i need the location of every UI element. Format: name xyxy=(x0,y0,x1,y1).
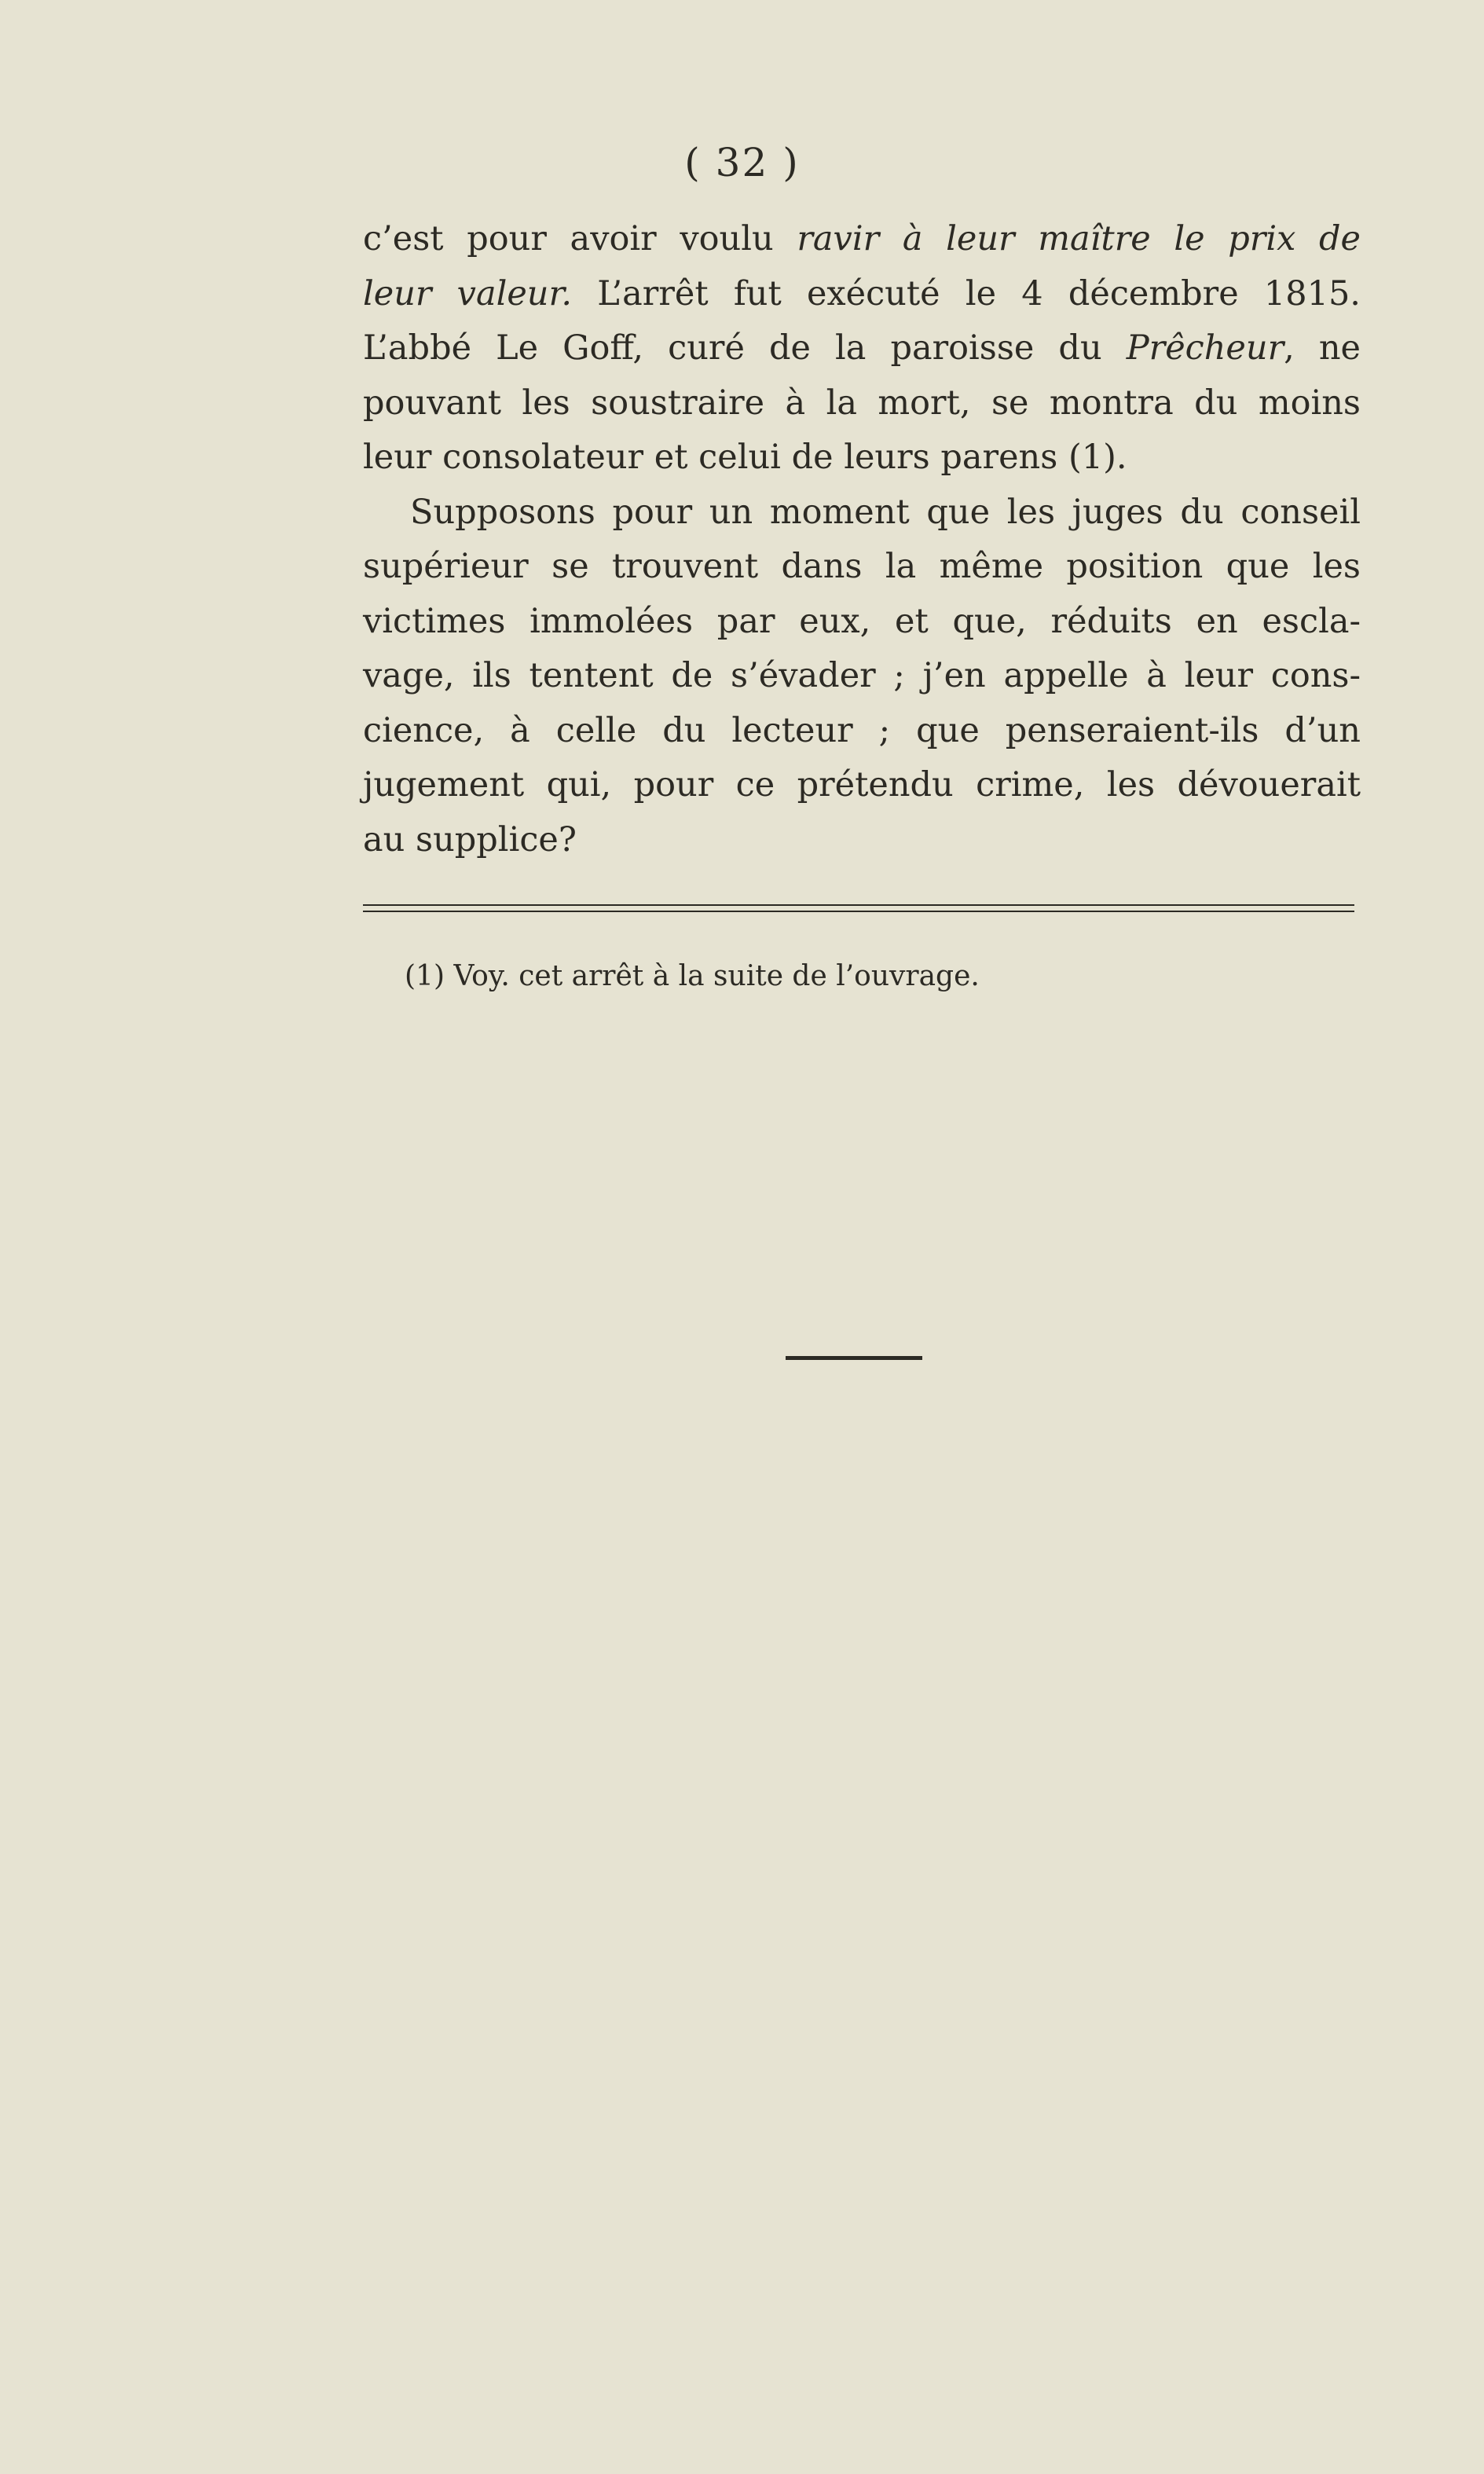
text-line xyxy=(363,212,1361,267)
text-line xyxy=(363,431,1361,486)
text-run: pouvant les soustraire à la mort, se montra du moins xyxy=(363,383,1361,423)
text-run: cience, à celle du lecteur ; que penseraient-ils d’un xyxy=(363,710,1361,750)
end-ornament-rule xyxy=(786,1356,922,1360)
text-line xyxy=(363,540,1361,595)
text-line xyxy=(363,649,1361,704)
text-line xyxy=(363,376,1361,431)
footnote: (1) Voy. cet arrêt à la suite de l’ouvrage. xyxy=(405,960,980,992)
text-run: c’est pour avoir voulu xyxy=(363,219,797,258)
text-run: vage, ils tentent de s’évader ; j’en appelle à leur cons- xyxy=(363,656,1361,695)
text-line xyxy=(363,267,1361,322)
page-number: ( 32 ) xyxy=(684,140,800,185)
text-run: supérieur se trouvent dans la même position que les xyxy=(363,547,1361,586)
text-run: jugement qui, pour ce prétendu crime, les dévouerait xyxy=(363,765,1361,805)
text-line xyxy=(363,704,1361,759)
footnote-separator-rule xyxy=(363,904,1354,912)
text-run: victimes immolées par eux, et que, réduits en escla- xyxy=(363,601,1361,641)
text-line xyxy=(363,813,1361,868)
text-run: L’abbé Le Goff, curé de la paroisse du xyxy=(363,328,1127,368)
italic-text: Prêcheur xyxy=(1126,328,1284,368)
text-line xyxy=(363,595,1361,650)
text-run: L’arrêt fut exécuté le 4 décembre 1815. xyxy=(572,273,1361,313)
text-line xyxy=(363,321,1361,376)
body-text xyxy=(363,212,1361,867)
italic-text: ravir à leur maître le prix de xyxy=(797,219,1361,258)
text-line xyxy=(363,758,1361,813)
text-run: Supposons pour un moment que les juges du conseil xyxy=(410,492,1361,532)
text-run: , ne xyxy=(1284,328,1361,368)
italic-text: leur valeur. xyxy=(363,273,572,313)
text-line xyxy=(363,486,1361,541)
text-run: au supplice? xyxy=(363,819,577,859)
text-run: leur consolateur et celui de leurs parens (1). xyxy=(363,438,1127,477)
paragraph xyxy=(363,486,1361,868)
paragraph xyxy=(363,212,1361,486)
